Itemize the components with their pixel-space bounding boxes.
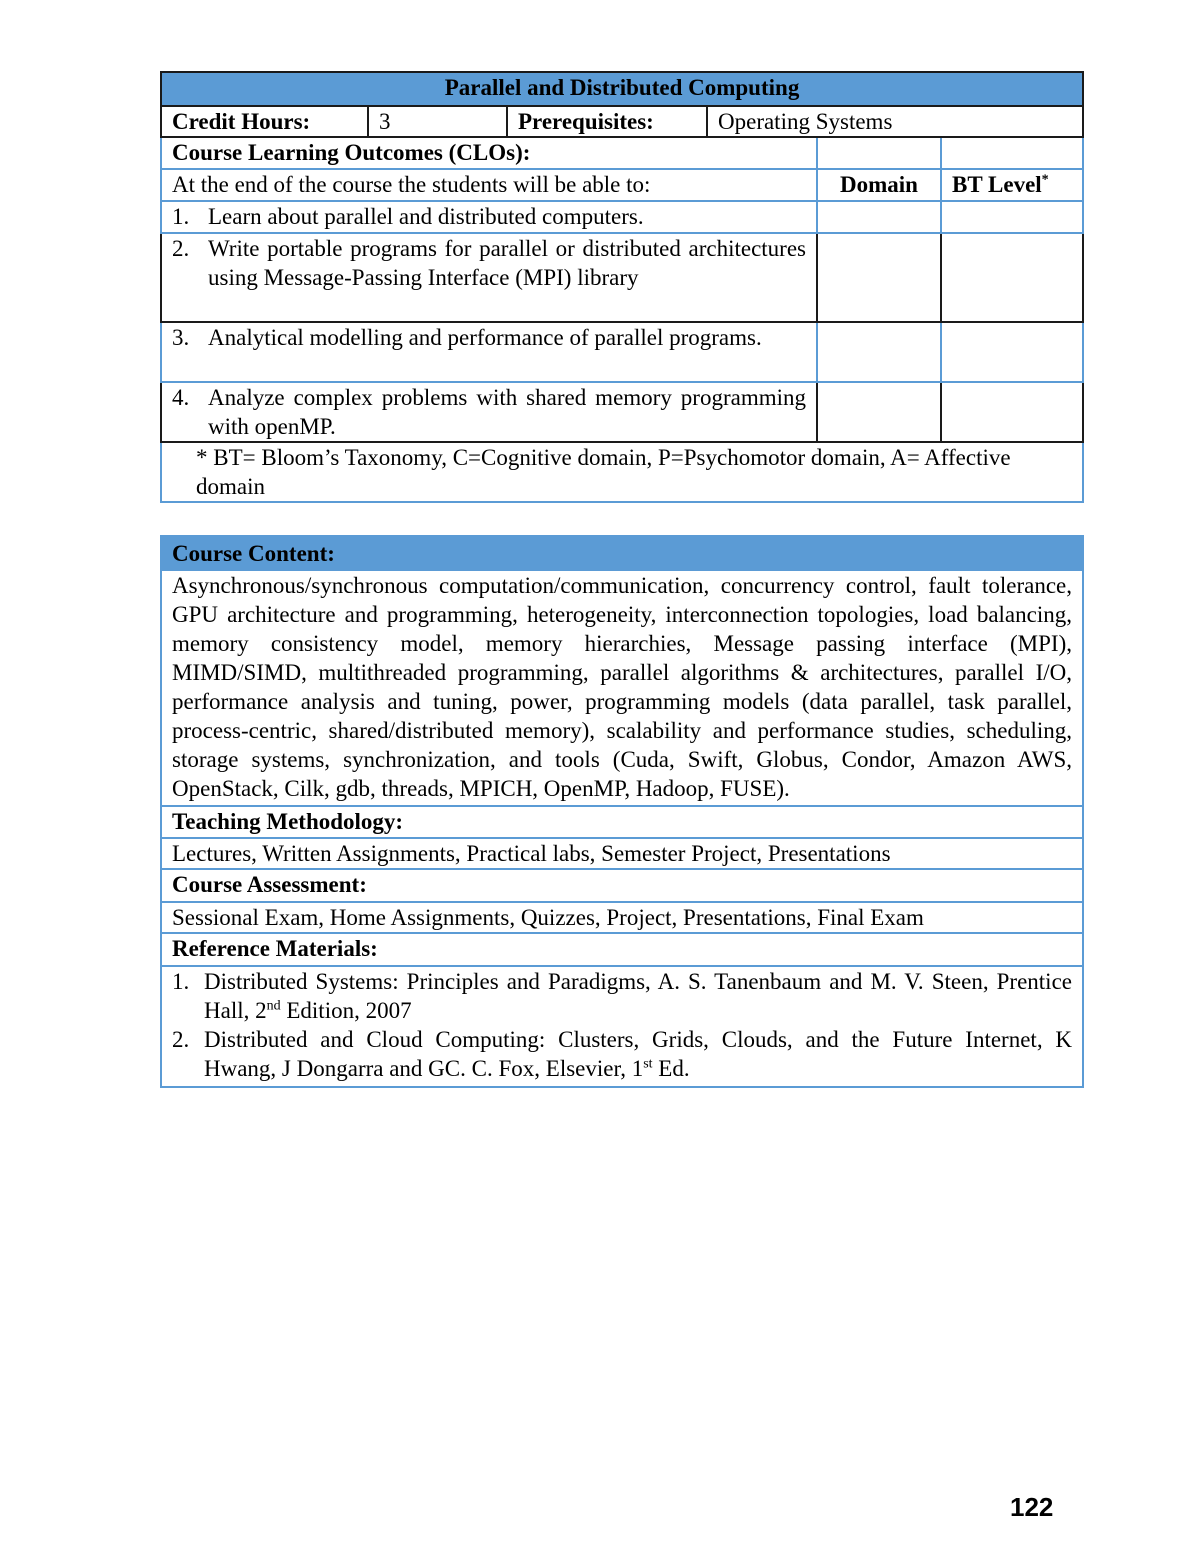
course-title: Parallel and Distributed Computing (161, 72, 1083, 106)
clo-heading-bt-cell (941, 137, 1083, 169)
clo-intro: At the end of the course the students will be able to: (161, 169, 817, 201)
clo-item (161, 201, 817, 233)
clo-item-text: Analyze complex problems with shared memory programming with openMP. (208, 385, 806, 439)
reference-item (172, 1025, 1072, 1083)
teaching-text: Lectures, Written Assignments, Practical labs, Semester Project, Presentations (161, 838, 1083, 869)
bt-level-header-text: BT Level (952, 172, 1042, 197)
clo-domain-cell (817, 382, 941, 442)
clo-domain-cell (817, 322, 941, 382)
credit-hours-label: Credit Hours: (161, 106, 368, 137)
reference-superscript: nd (266, 998, 281, 1014)
bt-footnote (161, 442, 1083, 502)
prerequisites-label: Prerequisites: (507, 106, 707, 137)
references-heading: Reference Materials: (161, 933, 1083, 966)
content-heading: Course Content: (161, 536, 1083, 570)
clo-item-text: Learn about parallel and distributed computers. (208, 204, 644, 229)
clo-item (161, 233, 817, 322)
clo-item-number: 2. (172, 236, 190, 261)
reference-superscript: st (643, 1056, 653, 1072)
reference-text (204, 967, 1072, 1025)
reference-text-main: Distributed and Cloud Computing: Clusters, Grids, Clouds, and the Future Internet, K Hwang, J Dongarra and GC. C. Fox, Elsevier, 1 (204, 1027, 1072, 1081)
content-text: Asynchronous/synchronous computation/communication, concurrency control, fault tolerance, GPU architecture and programming, heterogeneity, interconnection topologies, load balancing, memory consistency model, memory hierarchies, Message passing interface (MPI), MIMD/SIMD, multithreaded programming, parallel algorithms & architectures, parallel I/O, performance analysis and tuning, power, programming models (data parallel, task parallel, process-centric, shared/distributed memory), scalability and performance studies, scheduling, storage systems, synchronization, and tools (Cuda, Swift, Globus, Condor, Amazon AWS, OpenStack, Cilk, gdb, threads, MPICH, OpenMP, Hadoop, FUSE). (161, 570, 1083, 806)
clo-domain-cell (817, 233, 941, 322)
clo-item-number: 4. (172, 385, 190, 410)
bt-level-header (941, 169, 1083, 201)
clo-item (161, 382, 817, 442)
reference-number: 2. (172, 1027, 190, 1052)
reference-text-tail: Edition, 2007 (280, 998, 412, 1023)
course-info-table (160, 71, 1084, 503)
clo-item-text: Write portable programs for parallel or distributed architectures using Message-Passing Interface (MPI) library (208, 236, 806, 290)
course-details-table (160, 535, 1084, 1088)
assessment-heading: Course Assessment: (161, 869, 1083, 902)
clo-item (161, 322, 817, 382)
references-list (161, 966, 1083, 1087)
page-number: 122 (1010, 1492, 1054, 1522)
bt-footnote-text: * BT= Bloom’s Taxonomy, C=Cognitive domain, P=Psychomotor domain, A= Affective domain (196, 445, 1011, 499)
clo-domain-cell (817, 201, 941, 233)
teaching-heading: Teaching Methodology: (161, 806, 1083, 838)
clo-heading: Course Learning Outcomes (CLOs): (161, 137, 817, 169)
credit-hours-value: 3 (368, 106, 507, 137)
clo-item-text: Analytical modelling and performance of parallel programs. (208, 325, 762, 350)
reference-text (204, 1025, 1072, 1083)
prerequisites-value: Operating Systems (707, 106, 1083, 137)
clo-bt-cell (941, 233, 1083, 322)
domain-header: Domain (817, 169, 941, 201)
reference-text-main: Distributed Systems: Principles and Paradigms, A. S. Tanenbaum and M. V. Steen, Prentice Hall, 2 (204, 969, 1072, 1023)
clo-bt-cell (941, 382, 1083, 442)
reference-text-tail: Ed. (652, 1056, 690, 1081)
clo-item-number: 3. (172, 325, 190, 350)
reference-number: 1. (172, 969, 190, 994)
reference-item (172, 967, 1072, 1025)
clo-item-number: 1. (172, 204, 190, 229)
clo-bt-cell (941, 201, 1083, 233)
bt-level-marker: * (1041, 172, 1049, 188)
clo-bt-cell (941, 322, 1083, 382)
assessment-text: Sessional Exam, Home Assignments, Quizzes, Project, Presentations, Final Exam (161, 902, 1083, 933)
clo-heading-domain-cell (817, 137, 941, 169)
